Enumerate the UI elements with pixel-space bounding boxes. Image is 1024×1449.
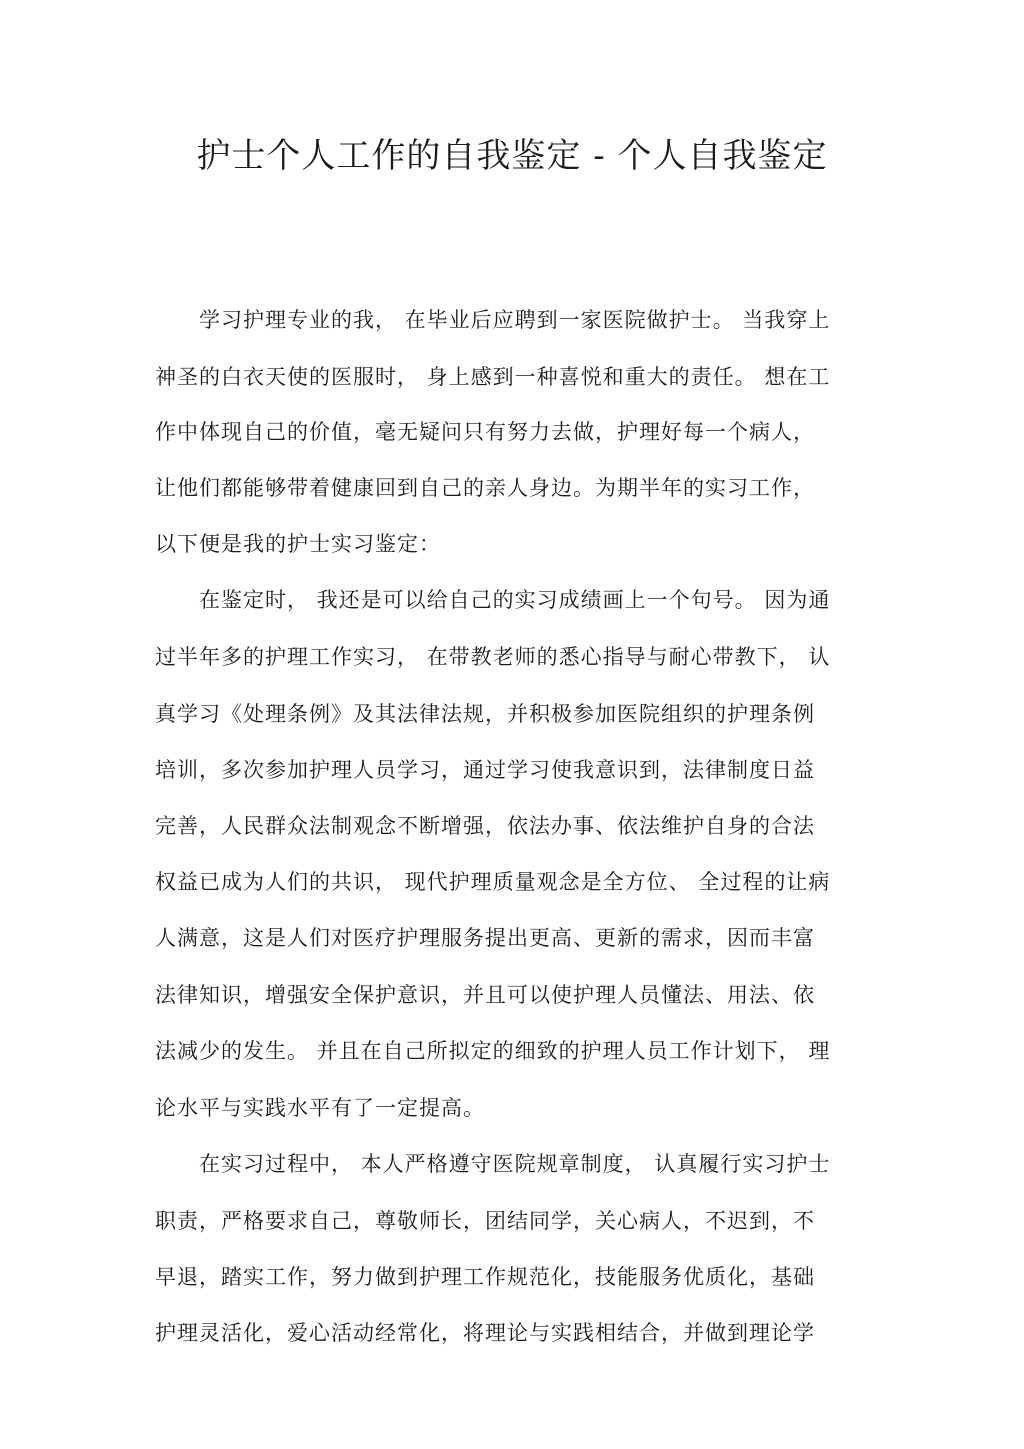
body-line: 在实习过程中， 本人严格遵守医院规章制度， 认真履行实习护士 <box>155 1152 831 1176</box>
body-line: 在鉴定时， 我还是可以给自己的实习成绩画上一个句号。 因为通 <box>155 588 831 612</box>
body-line: 学习护理专业的我， 在毕业后应聘到一家医院做护士。 当我穿上 <box>155 308 831 332</box>
body-line: 职责，严格要求自己，尊敬师长，团结同学，关心病人，不迟到，不 <box>155 1209 815 1233</box>
body-line: 论水平与实践水平有了一定提高。 <box>155 1096 485 1120</box>
body-line: 法减少的发生。 并且在自己所拟定的细致的护理人员工作计划下， 理 <box>155 1039 831 1063</box>
body-line: 以下便是我的护士实习鉴定： <box>155 532 441 556</box>
body-line: 完善，人民群众法制观念不断增强，依法办事、依法维护自身的合法 <box>155 814 815 838</box>
body-line: 早退，踏实工作，努力做到护理工作规范化，技能服务优质化，基础 <box>155 1265 815 1289</box>
body-line: 过半年多的护理工作实习， 在带教老师的悉心指导与耐心带教下， 认 <box>155 645 831 669</box>
body-line: 法律知识，增强安全保护意识，并且可以使护理人员懂法、用法、依 <box>155 983 815 1007</box>
body-line: 人满意，这是人们对医疗护理服务提出更高、更新的需求，因而丰富 <box>155 926 815 950</box>
body-line: 神圣的白衣天使的医服时， 身上感到一种喜悦和重大的责任。 想在工 <box>155 365 831 389</box>
body-line: 培训，多次参加护理人员学习，通过学习使我意识到，法律制度日益 <box>155 758 815 782</box>
body-line: 作中体现自己的价值，毫无疑问只有努力去做，护理好每一个病人， <box>155 420 815 444</box>
body-line: 真学习《处理条例》及其法律法规，并积极参加医院组织的护理条例 <box>155 702 815 726</box>
body-line: 权益已成为人们的共识， 现代护理质量观念是全方位、 全过程的让病 <box>155 870 831 894</box>
document-title: 护士个人工作的自我鉴定 - 个人自我鉴定 <box>196 136 828 176</box>
body-line: 让他们都能够带着健康回到自己的亲人身边。为期半年的实习工作， <box>155 476 815 500</box>
body-line: 护理灵活化，爱心活动经常化，将理论与实践相结合，并做到理论学 <box>155 1321 815 1345</box>
